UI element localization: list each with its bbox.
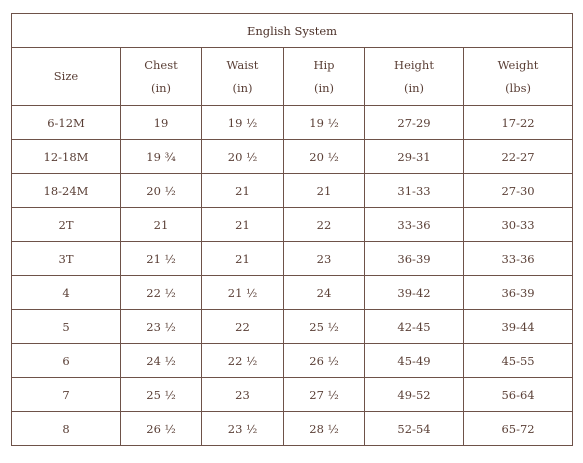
measurement-cell: 23 — [284, 242, 365, 276]
column-header-height — [365, 48, 464, 106]
measurement-cell: 30-33 — [464, 208, 573, 242]
header-row — [12, 48, 573, 106]
size-cell: 7 — [12, 378, 121, 412]
measurement-cell: 33-36 — [365, 208, 464, 242]
size-cell: 5 — [12, 310, 121, 344]
measurement-cell: 19 ½ — [284, 106, 365, 140]
measurement-cell: 39-42 — [365, 276, 464, 310]
measurement-cell: 56-64 — [464, 378, 573, 412]
column-header-label: Size — [53, 69, 79, 83]
column-header-unit: (in) — [313, 80, 335, 95]
measurement-cell: 17-22 — [464, 106, 573, 140]
size-chart-table — [11, 13, 573, 446]
measurement-cell: 65-72 — [464, 412, 573, 446]
measurement-cell: 21 ½ — [202, 276, 284, 310]
table-row — [12, 242, 573, 276]
table-row — [12, 276, 573, 310]
table-row — [12, 310, 573, 344]
measurement-cell: 19 ¾ — [121, 140, 202, 174]
measurement-cell: 20 ½ — [284, 140, 365, 174]
measurement-cell: 27-30 — [464, 174, 573, 208]
measurement-cell: 21 — [202, 242, 284, 276]
column-header-hip — [284, 48, 365, 106]
measurement-cell: 24 ½ — [121, 344, 202, 378]
column-header-unit: (in) — [232, 80, 253, 95]
column-header-label: Waist — [226, 57, 259, 72]
measurement-cell: 22-27 — [464, 140, 573, 174]
column-header-unit: (lbs) — [505, 80, 531, 95]
size-cell: 3T — [12, 242, 121, 276]
column-header-weight — [464, 48, 573, 106]
measurement-cell: 31-33 — [365, 174, 464, 208]
measurement-cell: 23 ½ — [202, 412, 284, 446]
column-header-unit: (in) — [150, 80, 172, 95]
measurement-cell: 39-44 — [464, 310, 573, 344]
measurement-cell: 23 ½ — [121, 310, 202, 344]
measurement-cell: 26 ½ — [121, 412, 202, 446]
measurement-cell: 21 — [121, 208, 202, 242]
measurement-cell: 22 ½ — [202, 344, 284, 378]
table-row — [12, 208, 573, 242]
measurement-cell: 21 — [284, 174, 365, 208]
measurement-cell: 21 ½ — [121, 242, 202, 276]
column-header-label: Weight — [497, 57, 539, 72]
size-cell: 2T — [12, 208, 121, 242]
measurement-cell: 27-29 — [365, 106, 464, 140]
table-row — [12, 378, 573, 412]
measurement-cell: 45-49 — [365, 344, 464, 378]
column-header-waist — [202, 48, 284, 106]
column-header-chest — [121, 48, 202, 106]
measurement-cell: 24 — [284, 276, 365, 310]
table-row — [12, 344, 573, 378]
measurement-cell: 45-55 — [464, 344, 573, 378]
column-header-label: Chest — [144, 57, 178, 72]
column-header-label: Hip — [313, 57, 335, 72]
size-cell: 6-12M — [12, 106, 121, 140]
measurement-cell: 27 ½ — [284, 378, 365, 412]
measurement-cell: 36-39 — [464, 276, 573, 310]
table-row — [12, 174, 573, 208]
column-header-unit: (in) — [403, 80, 425, 95]
table-row — [12, 412, 573, 446]
measurement-cell: 21 — [202, 208, 284, 242]
size-cell: 18-24M — [12, 174, 121, 208]
table-row — [12, 106, 573, 140]
measurement-cell: 52-54 — [365, 412, 464, 446]
title-row — [12, 14, 573, 48]
measurement-cell: 22 ½ — [121, 276, 202, 310]
measurement-cell: 22 — [202, 310, 284, 344]
table-title: English System — [12, 14, 573, 48]
size-cell: 6 — [12, 344, 121, 378]
column-header-size — [12, 48, 121, 106]
measurement-cell: 20 ½ — [202, 140, 284, 174]
measurement-cell: 33-36 — [464, 242, 573, 276]
measurement-cell: 25 ½ — [121, 378, 202, 412]
size-cell: 12-18M — [12, 140, 121, 174]
table-body — [12, 106, 573, 446]
measurement-cell: 49-52 — [365, 378, 464, 412]
measurement-cell: 22 — [284, 208, 365, 242]
measurement-cell: 42-45 — [365, 310, 464, 344]
measurement-cell: 19 — [121, 106, 202, 140]
measurement-cell: 23 — [202, 378, 284, 412]
column-header-label: Height — [394, 57, 434, 72]
measurement-cell: 20 ½ — [121, 174, 202, 208]
table-row — [12, 140, 573, 174]
measurement-cell: 19 ½ — [202, 106, 284, 140]
measurement-cell: 26 ½ — [284, 344, 365, 378]
size-cell: 8 — [12, 412, 121, 446]
size-cell: 4 — [12, 276, 121, 310]
measurement-cell: 25 ½ — [284, 310, 365, 344]
measurement-cell: 28 ½ — [284, 412, 365, 446]
measurement-cell: 36-39 — [365, 242, 464, 276]
measurement-cell: 29-31 — [365, 140, 464, 174]
measurement-cell: 21 — [202, 174, 284, 208]
